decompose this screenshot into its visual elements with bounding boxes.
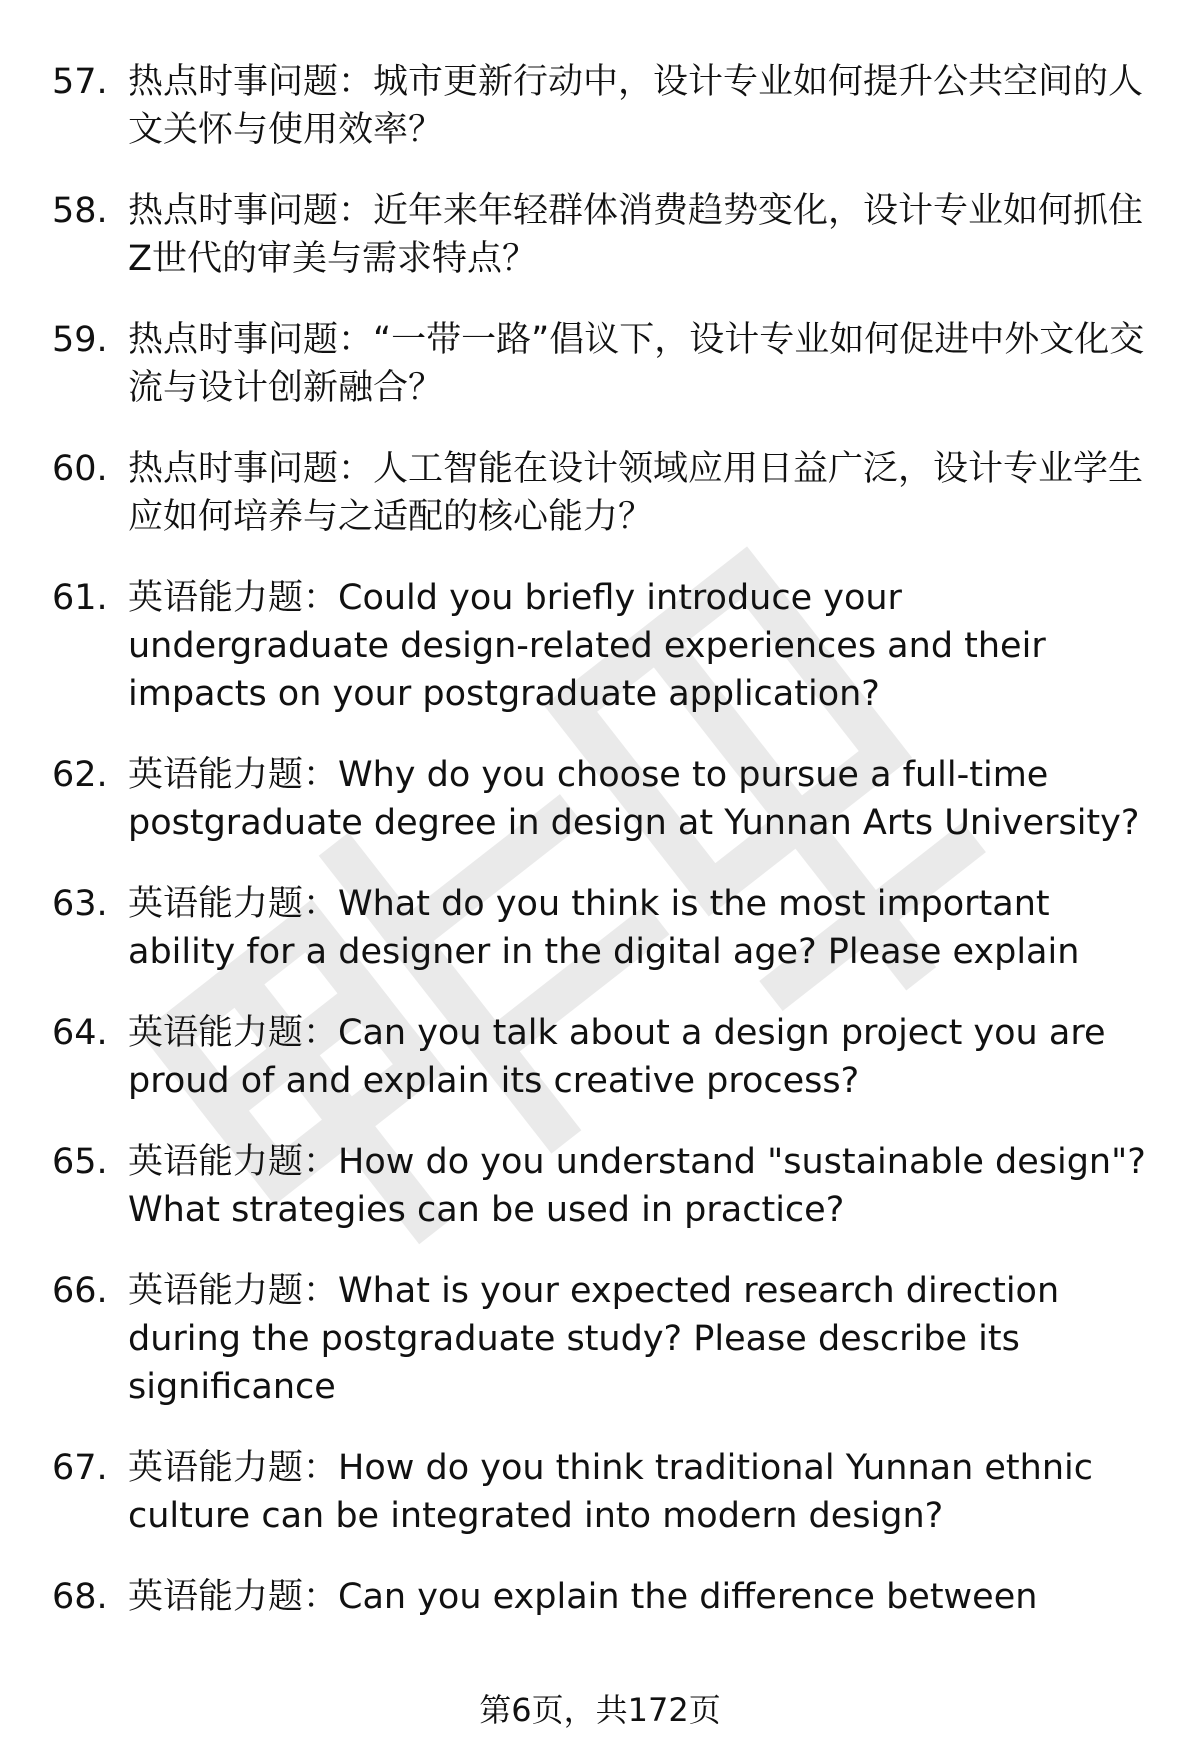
question-text: 英语能力题：What do you think is the most important ability for a designer in the digital age? Please explain <box>128 884 1080 972</box>
question-item-64 <box>52 1009 1152 1105</box>
question-number: 67. <box>52 1448 108 1488</box>
question-item-57 <box>52 58 1152 154</box>
question-item-58 <box>52 187 1152 283</box>
question-item-59 <box>52 316 1152 412</box>
question-number: 64. <box>52 1013 108 1053</box>
question-number: 57. <box>52 62 108 102</box>
question-item-61 <box>52 574 1152 718</box>
question-number: 61. <box>52 578 108 618</box>
question-text: 热点时事问题：人工智能在设计领域应用日益广泛，设计专业学生应如何培养与之适配的核心能力？ <box>128 449 1144 537</box>
question-text: 英语能力题：Can you explain the difference between <box>128 1577 1038 1617</box>
page-indicator: 第6页，共172页 <box>479 1691 721 1729</box>
question-number: 68. <box>52 1577 108 1617</box>
question-text: 英语能力题：What is your expected research direction during the postgraduate study? Please describe its significance <box>128 1271 1060 1407</box>
question-item-67 <box>52 1444 1152 1540</box>
question-item-63 <box>52 880 1152 976</box>
question-item-66 <box>52 1267 1152 1411</box>
question-number: 63. <box>52 884 108 924</box>
question-text: 热点时事问题：近年来年轻群体消费趋势变化，设计专业如何抓住Z世代的审美与需求特点？ <box>128 191 1144 279</box>
question-item-68 <box>52 1573 1152 1621</box>
question-text: 英语能力题：Can you talk about a design project you are proud of and explain its creative process? <box>128 1013 1106 1101</box>
question-text: 英语能力题：How do you think traditional Yunnan ethnic culture can be integrated into modern design? <box>128 1448 1093 1536</box>
question-text: 热点时事问题：城市更新行动中，设计专业如何提升公共空间的人文关怀与使用效率？ <box>128 62 1144 150</box>
question-number: 59. <box>52 320 108 360</box>
question-number: 62. <box>52 755 108 795</box>
question-number: 66. <box>52 1271 108 1311</box>
question-number: 58. <box>52 191 108 231</box>
question-text: 英语能力题：Why do you choose to pursue a full-time postgraduate degree in design at Yunnan Arts University? <box>128 755 1140 843</box>
question-text: 英语能力题：How do you understand "sustainable design"? What strategies can be used in practice? <box>128 1142 1146 1230</box>
question-number: 65. <box>52 1142 108 1182</box>
question-item-65 <box>52 1138 1152 1234</box>
question-text: 英语能力题：Could you briefly introduce your undergraduate design-related experiences and their impacts on your postgraduate application? <box>128 578 1046 714</box>
question-list <box>52 58 1152 1654</box>
question-number: 60. <box>52 449 108 489</box>
question-item-62 <box>52 751 1152 847</box>
question-text: 热点时事问题：“一带一路”倡议下，设计专业如何促进中外文化交流与设计创新融合？ <box>128 320 1145 408</box>
question-item-60 <box>52 445 1152 541</box>
